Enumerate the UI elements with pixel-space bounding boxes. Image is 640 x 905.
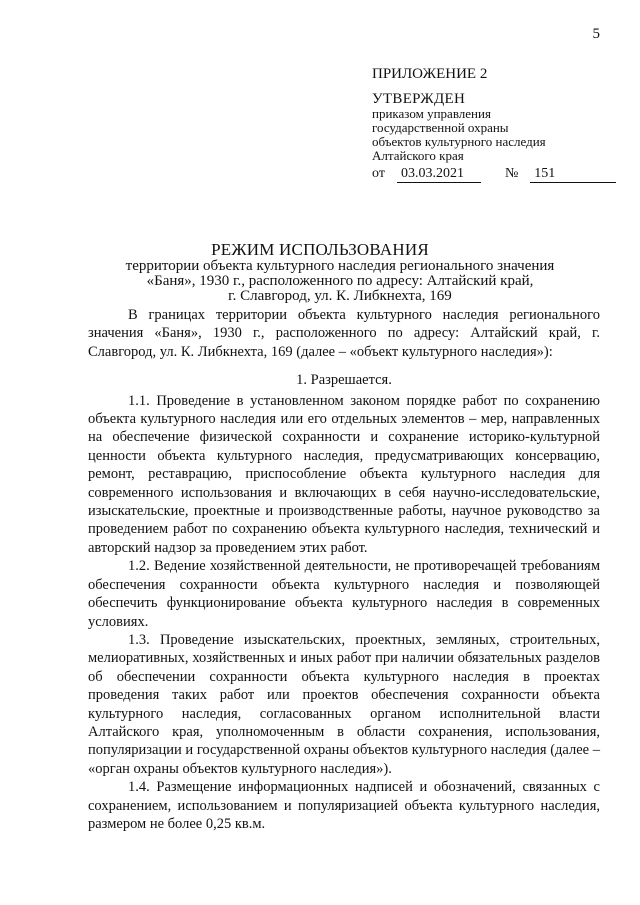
approval-line: государственной охраны bbox=[372, 120, 509, 135]
intro-paragraph: В границах территории объекта культурного наследия регионального значения «Баня», 1930 г., расположенного по адресу: Алтайский край, г. Славгород, ул. К. Либкнехта, 169 (далее – «объект культурного наследия»): bbox=[88, 307, 600, 360]
approval-line: Алтайского края bbox=[372, 148, 464, 163]
item-paragraph: 1.4. Размещение информационных надписей и обозначений, связанных с сохранением, использованием и популяризацией объекта культурного наследия, размером не более 0,25 кв.м. bbox=[88, 779, 600, 832]
subtitle-line: г. Славгород, ул. К. Либкнехта, 169 bbox=[228, 288, 452, 304]
order-date: 03.03.2021 bbox=[397, 166, 481, 183]
item-paragraph: 1.2. Ведение хозяйственной деятельности, не противоречащей требованиям обеспечения сохранности объекта культурного наследия и позволяющей обеспечить функционирование объекта культурного наследия в современных условиях. bbox=[88, 558, 600, 630]
subtitle-line: территории объекта культурного наследия регионального значения bbox=[125, 258, 555, 274]
approval-block bbox=[372, 92, 546, 163]
order-number: 151 bbox=[530, 166, 616, 183]
subtitle-line: «Баня», 1930 г., расположенного по адресу: Алтайский край, bbox=[146, 273, 534, 289]
approval-line: объектов культурного наследия bbox=[372, 134, 546, 149]
order-prefix: от bbox=[372, 166, 385, 181]
item-paragraph: 1.1. Проведение в установленном законом порядке работ по сохранению объекта культурного наследия или его отдельных элементов – мер, направленных на обеспечение физической сохранности и сохранение историко-культурной ценности объекта культурного наследия, предусматривающих консервацию, ремонт, реставрацию, приспособление объекта культурного наследия для современного использования и включающих в себя научно-исследовательские, изыскательские, проектные и производственные работы, научное руководство за проведением работ по сохранению объекта культурного наследия, технический и авторский надзор за проведением этих работ. bbox=[88, 392, 600, 556]
approval-line: приказом управления bbox=[372, 106, 491, 121]
document-subtitle bbox=[80, 259, 600, 304]
section-heading: 1. Разрешается. bbox=[296, 372, 392, 389]
document-title: РЕЖИМ ИСПОЛЬЗОВАНИЯ bbox=[211, 240, 429, 259]
approved-label: УТВЕРЖДЕН bbox=[372, 91, 466, 107]
item-paragraph: 1.3. Проведение изыскательских, проектных, земляных, строительных, мелиоративных, хозяйственных и иных работ при наличии обязательных разделов об обеспечении сохранности объекта культурного наследия в проектах проведения таких работ или проектов обеспечения сохранности объекта культурного наследия, согласованных органом исполнительной власти Алтайского края, уполномоченным в области сохранения, использования, популяризации и государственной охраны объектов культурного наследия (далее – «орган охраны объектов культурного наследия»). bbox=[88, 631, 600, 777]
document-body bbox=[88, 306, 600, 833]
page-number: 5 bbox=[592, 26, 600, 42]
appendix-label: ПРИЛОЖЕНИЕ 2 bbox=[372, 66, 488, 82]
order-reference bbox=[372, 166, 616, 183]
order-number-label: № bbox=[504, 166, 519, 181]
